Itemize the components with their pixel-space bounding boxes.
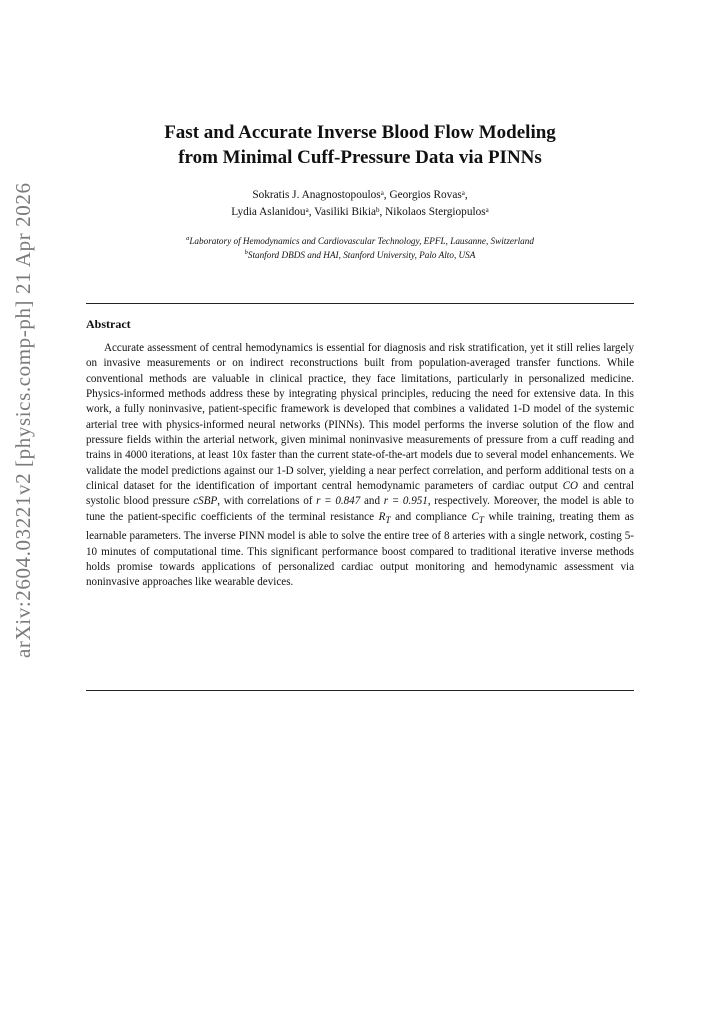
affiliation-list: [86, 234, 634, 262]
author-name: Georgios Rovas: [389, 189, 462, 201]
title-line-2: from Minimal Cuff-Pressure Data via PINNs: [178, 147, 542, 168]
abstract-text: and compliance: [390, 510, 472, 523]
math-rt: R: [378, 510, 386, 523]
affiliation-text: Stanford DBDS and HAI, Stanford University, Palo Alto, USA: [247, 250, 476, 260]
math-ct-subscript-text: T: [478, 516, 484, 526]
affiliation-mark: b: [244, 249, 248, 256]
affiliation-b: [86, 248, 634, 262]
author-affiliation-mark: a: [461, 189, 465, 197]
abstract-text: and central systolic blood pressure: [86, 480, 634, 508]
math-r2: r = 0.951: [383, 495, 428, 508]
abstract-text: and: [360, 495, 384, 508]
author-separator: ,: [379, 206, 386, 218]
author-separator: ,: [383, 189, 390, 201]
author-line-1: [86, 187, 634, 204]
math-rt-subscript-text: T: [385, 516, 391, 526]
arxiv-identifier: arXiv:2604.03221v2 [physics.comp-ph] 21 Apr 2026: [11, 182, 35, 658]
author-affiliation-mark: b: [375, 206, 380, 214]
author-name: Nikolaos Stergiopulos: [385, 206, 486, 218]
author-name: Sokratis J. Anagnostopoulos: [252, 189, 381, 201]
affiliation-mark: a: [186, 235, 190, 242]
author-name: Lydia Aslanidou: [231, 206, 306, 218]
math-r1: r = 0.847: [316, 495, 361, 508]
author-separator: ,: [308, 206, 315, 218]
abstract-text: , with correlations of: [217, 495, 317, 508]
abstract-text: , respectively. Moreover, the model is able to tune the patient-specific coefficients of the terminal resistance: [86, 495, 634, 523]
author-affiliation-mark: a: [485, 206, 489, 214]
abstract-body: [86, 341, 634, 591]
abstract-top-rule: [86, 303, 634, 304]
math-csbp: cSBP: [193, 495, 218, 508]
abstract-text: Accurate assessment of central hemodynamics is essential for diagnosis and risk stratification, yet it still relies largely on invasive measurements or on indirect reconstructions built from population-averaged transfer functions. While conventional methods are valuable in clinical practice, they face limitations, particularly in personalized medicine. Physics-informed methods address these by integrating physical principles, reducing the need for extensive data. In this work, a fully noninvasive, patient-specific framework is developed that combines a validated 1-D model of the systemic arterial tree with physics-informed neural networks (PINNs). This model performs the inverse solution of the flow and pressure fields within the arterial network, given minimal noninvasive measurements of pressure from a cuff reading and trains in 4000 iterations, at least 10x faster than the current state-of-the-art models due to several model enhancements. We validate the model predictions against our 1-D solver, yielding a near perfect correlation, and perform additional tests on a clinical dataset for the identification of important central hemodynamic parameters of cardiac output: [86, 342, 634, 493]
title-line-1: Fast and Accurate Inverse Blood Flow Modeling: [164, 122, 556, 143]
abstract-heading: Abstract: [86, 317, 131, 331]
abstract-bottom-rule: [86, 690, 634, 691]
author-list: [86, 187, 634, 221]
math-ct: C: [471, 510, 479, 523]
author-affiliation-mark: a: [305, 206, 309, 214]
author-affiliation-mark: a: [380, 189, 384, 197]
abstract-text: while training, treating them as learnable parameters. The inverse PINN model is able to solve the entire tree of 8 arteries with a single network, costing 5-10 minutes of computational time. This significant performance boost compared to traditional iterative inverse methods holds promise towards applications of personalized cardiac output monitoring and hemodynamic assessment via noninvasive approaches like wearable devices.: [86, 510, 634, 589]
affiliation-a: [86, 234, 634, 248]
affiliation-text: Laboratory of Hemodynamics and Cardiovascular Technology, EPFL, Lausanne, Switzerland: [189, 236, 534, 246]
math-co: CO: [562, 480, 578, 493]
paper-title: [86, 120, 634, 170]
author-line-2: [86, 204, 634, 221]
author-name: Vasiliki Bikia: [314, 206, 376, 218]
author-separator: ,: [464, 189, 468, 201]
